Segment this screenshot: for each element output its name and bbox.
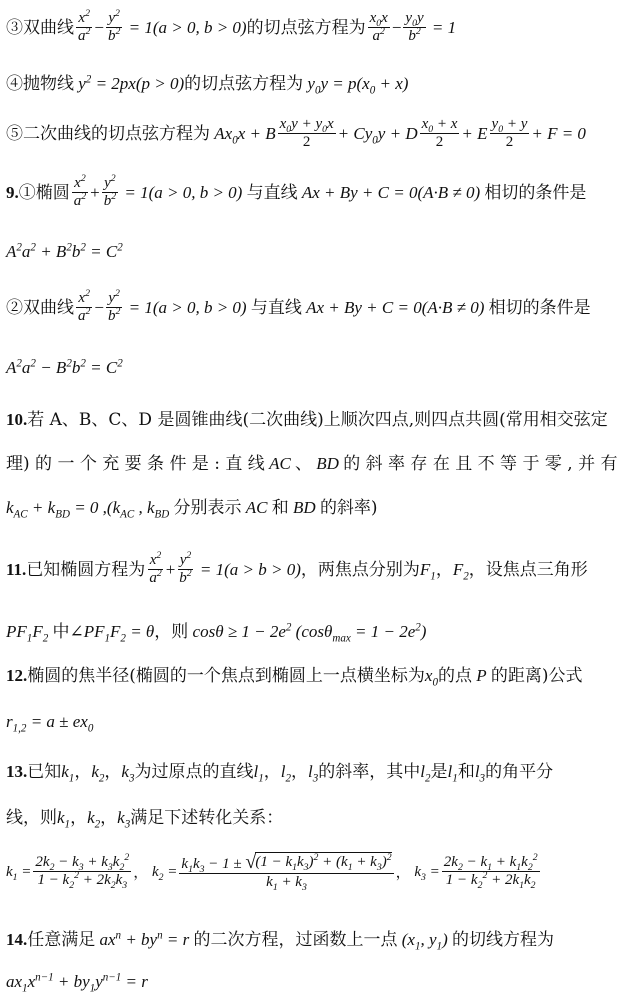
item-11-text5: ，则 <box>154 622 189 642</box>
item-14-line1: 14. 任意满足 $ax^n + by^n = r$ 的二次方程，过函数上一点 ($x_1$, $y_1$) 的切线方程为 <box>6 929 554 953</box>
item-9b-text: 与直线 <box>250 297 302 318</box>
item-13-text2: 为过原点的直线 <box>134 762 254 782</box>
item-9-label: ①椭圆 <box>18 182 70 203</box>
item-11-number: 11. <box>6 559 27 579</box>
item-3-label: ③双曲线 <box>6 17 74 38</box>
fraction: $\frac{x_0x}{a^2}$ <box>369 10 388 45</box>
item-3-text: 的切点弦方程为 <box>246 17 366 38</box>
item-12-text2: 的点 <box>437 666 472 686</box>
item-13-text6: 的角平分 <box>485 762 554 782</box>
fraction: $\frac{y_0 + y}{2}$ <box>491 116 528 151</box>
item-12-text3: 的距离)公式 <box>490 666 583 686</box>
item-10-text2: 理) 的 一 个 充 要 条 件 是 : 直 线 <box>6 454 265 474</box>
item-10-and: 和 <box>271 498 289 518</box>
item-13-line2: 线，则 $k_1$ ， $k_2$ ， $k_3$ 满足下述转化关系： <box>6 808 284 831</box>
item-14-line2: $ax_1x^{n-1} + by_1y^{n-1} = r$ <box>6 971 148 995</box>
item-11-text4: 中 <box>52 622 70 642</box>
item-13-text7: 线，则 <box>6 808 57 828</box>
fraction: $\frac{y_0y}{b^2}$ <box>405 10 424 45</box>
item-3-line: ③双曲线 $\frac{x^2}{a^2}$ − $\frac{y^2}{b^2}$ = 1(a > 0, b > 0) 的切点弦方程为 $\frac{x_0x}{a^2}$ − $\frac{y_0y}{b^2}$ = 1 <box>6 8 457 45</box>
item-14-number: 14. <box>6 930 28 949</box>
item-14-text: 任意满足 <box>27 930 96 950</box>
item-10-line3: $k_{AC} + k_{BD} = 0$ $,(k_{AC}$ , $k_{BD}$ 分别表示 AC 和 BD 的斜率) <box>6 498 378 521</box>
item-13-line1: 13. 已知 $k_1$ ， $k_2$ ， $k_3$ 为过原点的直线 $l_1$ ， $l_2$ ， $l_3$ 的斜率，其中 $l_2$ 是 $l_1$ 和 $l_3$ 的角平分 <box>6 762 554 785</box>
item-11-line2: $PF_1F_2$ 中 $\angle PF_1F_2 = \theta$ ，则 $\cos\theta \ge 1 - 2e^2$ $(\cos\theta_{max} = 1 - 2e^2)$ <box>6 621 427 645</box>
fraction: $\frac{x^2}{a^2}$ <box>78 8 91 45</box>
item-5-line: ⑤二次曲线的切点弦方程为 $Ax_0x + B$ $\frac{x_0y + y_0x}{2}$ + $Cy_0y + D$ $\frac{x_0 + x}{2}$ + E $\frac{y_0 + y}{2}$ + F = 0 <box>6 116 586 151</box>
item-13-number: 13. <box>6 762 28 781</box>
item-9-end: 相切的条件是 <box>484 182 587 203</box>
item-11-text2: ，两焦点分别为 <box>300 559 420 580</box>
fraction: $\frac{x^2}{a^2}$ <box>149 550 162 587</box>
fraction: $\frac{y^2}{b^2}$ <box>107 288 121 325</box>
item-11-line1: 11. 已知椭圆方程为 $\frac{x^2}{a^2}$ + $\frac{y^2}{b^2}$ = 1(a > b > 0) ，两焦点分别为 $F_1$ ， $F_2$ ，设焦点三角形 <box>6 550 588 587</box>
item-9b-end: 相切的条件是 <box>488 297 591 318</box>
item-13-text3: 的斜率，其中 <box>318 762 421 782</box>
fraction: $k_1k_3 - 1$ ± √ $(1 - k_1k_3)^2 + (k_1 + k_3)^2$ $k_1 + k_3$ <box>181 851 392 894</box>
item-13-formulas: $k_1$ = $\frac{2k_2 - k_3 + k_3k_2^2}{1 - k_2^2 + 2k_2k_3}$ ， $k_2$ = $k_1k_3 - 1$ ± √ $(1 - k_1k_3)^2 + (k_1 + k_3)^2$ $k_1 + k_3$ ， $k_3$ = $\frac{2k_2 - k_1 + k_1k_2^2}{1 - k_2^2 + 2k_1k_2}$ <box>6 851 538 894</box>
item-4-label: ④抛物线 <box>6 74 74 94</box>
item-10-end: 的斜率) <box>319 498 378 518</box>
item-14-text2: 的二次方程，过函数上一点 <box>193 930 398 950</box>
item-10-text: 若 A、B、C、D 是圆锥曲线(二次曲线)上顺次四点,则四点共圆(常用相交弦定 <box>27 410 608 430</box>
fraction: $\frac{2k_2 - k_3 + k_3k_2^2}{1 - k_2^2 + 2k_2k_3}$ <box>35 852 130 892</box>
fraction: $\frac{y^2}{b^2}$ <box>103 173 117 210</box>
item-10-text3: 的 斜 率 存 在 且 不 等 于 零 , 并 有 <box>343 454 618 474</box>
item-9b-line: ②双曲线 $\frac{x^2}{a^2}$ − $\frac{y^2}{b^2}$ = 1(a > 0, b > 0) 与直线 Ax + By + C = 0(A·B ≠ 0) 相切的条件是 <box>6 288 591 325</box>
item-10-number: 10. <box>6 410 28 429</box>
item-10-text4: 分别表示 <box>173 498 242 518</box>
item-4-text: 的切点弦方程为 <box>184 74 304 94</box>
fraction: $\frac{x_0y + y_0x}{2}$ <box>279 116 334 151</box>
item-13-text4: 是 <box>430 762 448 782</box>
item-9-line: 9. ①椭圆 $\frac{x^2}{a^2}$ + $\frac{y^2}{b^2}$ = 1(a > 0, b > 0) 与直线 Ax + By + C = 0(A·B ≠ 0) 相切的条件是 <box>6 173 587 210</box>
item-4-line: ④抛物线 $y^2 = 2px(p > 0)$ 的切点弦方程为 $y_0y = p(x_0 + x)$ <box>6 73 409 97</box>
item-12-line2: $r_{1,2} = a \pm ex_0$ <box>6 712 94 735</box>
item-13-text8: 满足下述转化关系： <box>130 808 284 828</box>
item-13-text: 已知 <box>27 762 62 782</box>
item-9b-condition: $A^2a^2 - B^2b^2 = C^2$ <box>6 357 123 377</box>
item-9-number: 9. <box>6 182 19 202</box>
item-10-sep: 、 <box>295 454 313 474</box>
item-13-text5: 和 <box>457 762 475 782</box>
item-14-text3: 的切线方程为 <box>451 930 554 950</box>
fraction: $\frac{x_0 + x}{2}$ <box>421 116 458 151</box>
item-9-text: 与直线 <box>246 182 298 203</box>
item-12-text: 椭圆的焦半径(椭圆的一个焦点到椭圆上一点横坐标为 <box>27 666 425 686</box>
item-10-line2: 理) 的 一 个 充 要 条 件 是 : 直 线 AC 、 BD 的 斜 率 存 在 且 不 等 于 零 , 并 有 <box>6 454 618 474</box>
item-5-label: ⑤二次曲线的切点弦方程为 <box>6 123 210 144</box>
item-11-text: 已知椭圆方程为 <box>26 559 146 580</box>
fraction: $\frac{x^2}{a^2}$ <box>73 173 87 210</box>
item-10-line1 <box>6 410 634 430</box>
item-12-line1: 12. 椭圆的焦半径(椭圆的一个焦点到椭圆上一点横坐标为 $x_0$ 的点 P 的距离)公式 <box>6 666 583 689</box>
fraction: $\frac{y^2}{b^2}$ <box>179 550 192 587</box>
fraction: $\frac{2k_2 - k_1 + k_1k_2^2}{1 - k_2^2 + 2k_1k_2}$ <box>443 852 538 892</box>
item-9b-label: ②双曲线 <box>6 297 74 318</box>
fraction: $\frac{x^2}{a^2}$ <box>78 288 91 325</box>
fraction: $\frac{y^2}{b^2}$ <box>107 8 121 45</box>
item-9-condition: $A^2a^2 + B^2b^2 = C^2$ <box>6 241 123 261</box>
item-11-text3: ，设焦点三角形 <box>468 559 588 580</box>
item-12-number: 12. <box>6 666 28 685</box>
